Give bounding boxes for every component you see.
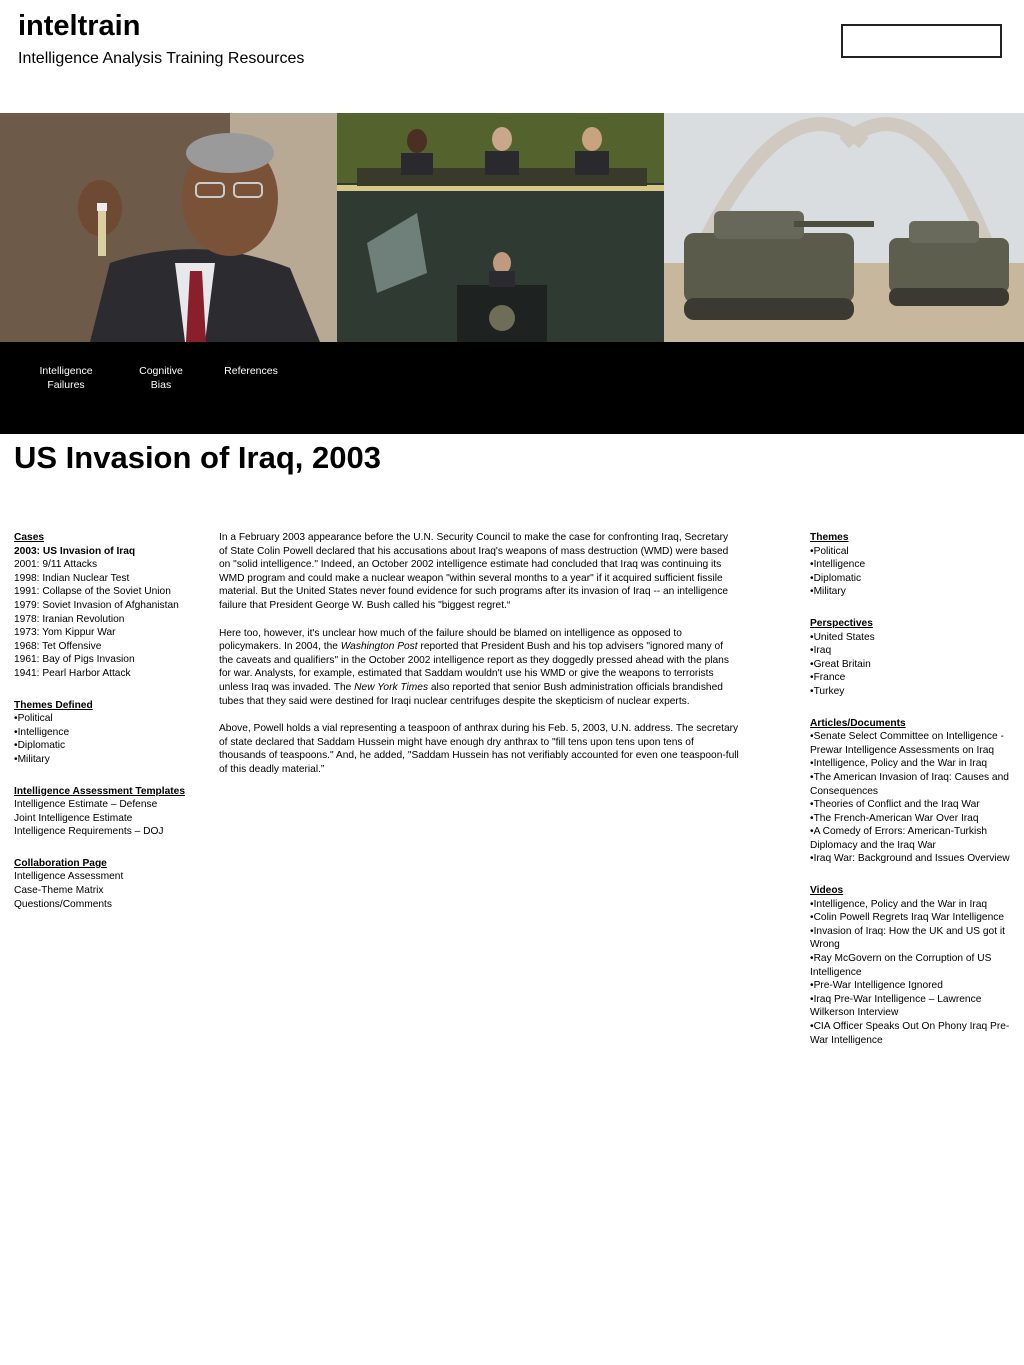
- video-link[interactable]: •Invasion of Iraq: How the UK and US got it Wrong: [810, 925, 1005, 951]
- article-link[interactable]: •The American Invasion of Iraq: Causes and Consequences: [810, 771, 1009, 797]
- case-link[interactable]: 1979: Soviet Invasion of Afghanistan: [14, 599, 179, 611]
- case-link[interactable]: 2001: 9/11 Attacks: [14, 559, 98, 571]
- theme-definition-link[interactable]: •Intelligence: [14, 726, 70, 738]
- banner: [0, 113, 1024, 342]
- article-link[interactable]: •Iraq War: Background and Issues Overview: [810, 853, 1010, 865]
- text-run: reported that President Bush and his top advisers "ignored many of the caveats and qualifiers" in the October 2002 intelligence report as they doggedly pressed ahead with the plans for war. Analysts, for example, estimated that Saddam wouldn't use his WMD or give the weapons to terrorists unless Iraq was invaded. The: [219, 641, 729, 693]
- articles-heading[interactable]: Articles/Documents: [810, 717, 906, 729]
- perspective-link[interactable]: •United States: [810, 631, 875, 643]
- case-link[interactable]: 1941: Pearl Harbor Attack: [14, 667, 131, 679]
- case-link[interactable]: 1973: Yom Kippur War: [14, 627, 116, 639]
- theme-link[interactable]: •Political: [810, 545, 849, 557]
- themes-defined-heading[interactable]: Themes Defined: [14, 699, 93, 711]
- nav-label-line2: Bias: [150, 379, 172, 391]
- article-link[interactable]: •Senate Select Committee on Intelligence - Prewar Intelligence Assessments on Iraq: [810, 731, 1004, 756]
- perspective-link[interactable]: •Turkey: [810, 685, 845, 697]
- video-link[interactable]: •Intelligence, Policy and the War in Iraq: [810, 898, 988, 910]
- article-body: [219, 531, 739, 791]
- nav-label-line1: References: [224, 365, 278, 377]
- nav-references[interactable]: [220, 364, 282, 378]
- template-link[interactable]: Intelligence Estimate – Defense: [14, 799, 158, 811]
- collaboration-link[interactable]: Case-Theme Matrix: [14, 885, 104, 897]
- text-run: also reported that senior Bush administration officials brandished tubes that they said were destined for Iraqi nuclear centrifuges despite the skepticism of nuclear experts.: [219, 681, 723, 707]
- perspective-link[interactable]: •Great Britain: [810, 658, 871, 670]
- case-link[interactable]: 1968: Tet Offensive: [14, 640, 102, 652]
- perspective-link[interactable]: •Iraq: [810, 645, 832, 657]
- video-link[interactable]: •CIA Officer Speaks Out On Phony Iraq Pre-War Intelligence: [810, 1021, 1010, 1046]
- theme-definition-link[interactable]: •Diplomatic: [14, 740, 66, 752]
- nav-label-line1: Cognitive: [139, 365, 183, 377]
- theme-link[interactable]: •Intelligence: [810, 559, 866, 571]
- video-link[interactable]: •Iraq Pre-War Intelligence – Lawrence Wilkerson Interview: [810, 993, 982, 1019]
- photo-un-assembly: [337, 113, 664, 342]
- cases-heading[interactable]: Cases: [14, 532, 45, 543]
- perspectives-heading[interactable]: Perspectives: [810, 617, 873, 629]
- case-link[interactable]: 1998: Indian Nuclear Test: [14, 572, 130, 584]
- template-link[interactable]: Joint Intelligence Estimate: [14, 812, 133, 824]
- article-link[interactable]: •The French-American War Over Iraq: [810, 812, 979, 824]
- photo-tanks-arch: [664, 113, 1024, 342]
- themes-heading[interactable]: Themes: [810, 532, 849, 543]
- theme-definition-link[interactable]: •Political: [14, 713, 53, 725]
- site-subtitle: Intelligence Analysis Training Resources: [18, 50, 305, 67]
- left-sidebar: [14, 531, 204, 911]
- video-link[interactable]: •Pre-War Intelligence Ignored: [810, 980, 943, 992]
- search-input[interactable]: [841, 24, 1002, 58]
- template-link[interactable]: Intelligence Requirements – DOJ: [14, 826, 164, 838]
- publication-name: New York Times: [354, 681, 429, 693]
- nav-label-line2: Failures: [47, 379, 85, 391]
- perspective-link[interactable]: •France: [810, 672, 846, 684]
- collaboration-heading[interactable]: Collaboration Page: [14, 857, 107, 869]
- nav-cognitive-bias[interactable]: [131, 364, 191, 392]
- collaboration-link[interactable]: Intelligence Assessment: [14, 871, 124, 883]
- video-link[interactable]: •Ray McGovern on the Corruption of US Intelligence: [810, 953, 992, 978]
- theme-link[interactable]: •Diplomatic: [810, 572, 862, 584]
- page-title: US Invasion of Iraq, 2003: [14, 440, 381, 475]
- nav-label-line1: Intelligence: [39, 365, 93, 377]
- case-link[interactable]: 1991: Collapse of the Soviet Union: [14, 586, 171, 598]
- publication-name: Washington Post: [340, 641, 418, 653]
- case-link[interactable]: 2003: US Invasion of Iraq: [14, 545, 136, 557]
- article-link[interactable]: •A Comedy of Errors: American-Turkish Diplomacy and the Iraq War: [810, 826, 987, 851]
- article-paragraph: [219, 627, 739, 709]
- case-link[interactable]: 1978: Iranian Revolution: [14, 613, 125, 625]
- case-link[interactable]: 1961: Bay of Pigs Invasion: [14, 654, 135, 666]
- article-paragraph: In a February 2003 appearance before the U.N. Security Council to make the case for confronting Iraq, Secretary of State Colin Powell declared that his accusations about Iraq's weapons of mass destruction (WMD) were based on "solid intelligence." Indeed, an October 2002 intelligence estimate had concluded that Iraq was continuing its WMD program and could make a nuclear weapon "within several months to a year" if it acquired sufficient fissile material. But the United States never found evidence for such programs after its invasion of Iraq -- an intelligence failure that President George W. Bush called his "biggest regret.“: [219, 532, 729, 611]
- right-sidebar: [810, 531, 1016, 1047]
- nav-intelligence-failures[interactable]: [36, 364, 96, 392]
- site-title[interactable]: inteltrain: [18, 10, 141, 42]
- article-link[interactable]: •Intelligence, Policy and the War in Iraq: [810, 758, 988, 770]
- nav-bar: [0, 342, 1024, 434]
- collaboration-link[interactable]: Questions/Comments: [14, 898, 112, 910]
- templates-heading[interactable]: Intelligence Assessment Templates: [14, 785, 185, 797]
- videos-heading[interactable]: Videos: [810, 885, 844, 897]
- article-link[interactable]: •Theories of Conflict and the Iraq War: [810, 799, 980, 811]
- theme-definition-link[interactable]: •Military: [14, 753, 50, 765]
- photo-powell-vial: [0, 113, 337, 342]
- video-link[interactable]: •Colin Powell Regrets Iraq War Intelligence: [810, 912, 1005, 924]
- theme-link[interactable]: •Military: [810, 586, 846, 598]
- article-paragraph: Above, Powell holds a vial representing a teaspoon of anthrax during his Feb. 5, 2003, U.N. address. The secretary of state declared that Saddam Hussein might have enough dry anthrax to "fill tens upon tens upon tens of thousands of teaspoons." And, he added, "Saddam Hussein has not verifiably accounted for even one teaspoon-full of this deadly material.”: [219, 723, 739, 775]
- text-run: Here too, however, it's unclear how much of the failure should be blamed on intelligence as opposed to policymakers. In 2004, the: [219, 627, 682, 653]
